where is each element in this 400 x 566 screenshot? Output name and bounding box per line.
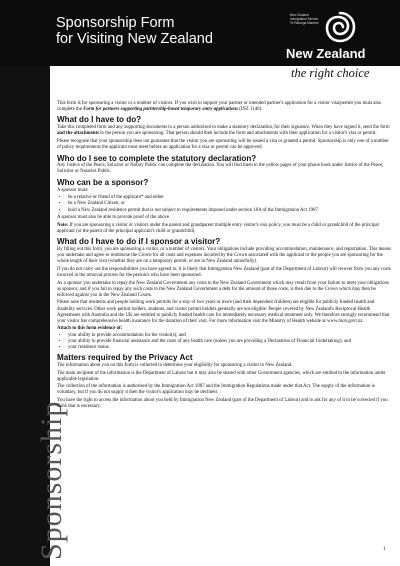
paragraph: A sponsor must:: [57, 187, 89, 193]
attach-evidence-label: Attach to this form evidence of:: [57, 326, 123, 332]
brand-name: New Zealand: [286, 46, 366, 61]
sidebar-vertical-title: Sponsorship: [35, 400, 68, 560]
list-item: • be a New Zealand Citizen; or: [68, 201, 391, 207]
paragraph: Any Justice of the Peace, Solicitor or Notary Public can complete the declaration. You will find them in the yellow pages of your phone book under Justice of the Peace, Solicitor or Notaries Public.: [57, 163, 384, 175]
list-item: • your ability to provide accommodation for the visitor(s); and: [68, 333, 391, 339]
dept-line: Te Ratonga Manene: [290, 20, 319, 25]
partner-form-reference: Form for partners supporting partnership-based temporary entry applications: [83, 107, 238, 113]
section-heading-who-can-sponsor: Who can be a sponsor?: [57, 177, 149, 187]
paragraph: You have the right to access the information about you held by Immigration New Zealand (part of the Department of Labour) and to ask for any of it to be corrected if you think that is necessary.: [57, 398, 388, 410]
dept-line: Immigration Service: [290, 16, 319, 21]
section-heading-privacy-act: Matters required by the Privacy Act: [57, 353, 193, 363]
page-number: 1: [383, 547, 386, 552]
list-item: • your ability to provide financial assistance and the costs of any health care (unless you are providing a Declaration of Financial Undertaking); and: [68, 339, 391, 345]
paragraph: Please note that residents and people holding work permits for a stay of two years or more (and their dependent children) are eligible for publicly funded health and disability services. Other work permit holders, students, and visitor permit holders generally are not eligible. People covered by New Zealand's Reciprocal Health Agreements with Australia and the UK are entitled to publicly funded health care for immediately necessary medical treatment only. We therefore strongly recommend that your visitor has comprehensive health insurance for the duration of their visit. For more information visit the Ministry of Health website at www.moh.govt.nz.: [57, 300, 390, 324]
intro-paragraph: [57, 101, 391, 113]
paragraph: The information about you on this form is collected to determine your eligibility for sponsoring a visitor to New Zealand.: [57, 362, 293, 368]
paragraph: If you do not carry out the responsibilities you have agreed to, it is likely that Immigration New Zealand (part of the Department of Labour) will recover from you any costs incurred in the removal process for the person/s who have been sponsored.: [57, 266, 391, 278]
emphasis: and the attachments: [57, 131, 99, 137]
list-item: • be a relative or friend of the applicant* and either: [68, 195, 391, 201]
intro-text: This form is for sponsoring a visitor or a number of visitors. If you wish to support your partner or intended partner's application for a visitor visa/permit you must also complete the: [57, 101, 382, 113]
paragraph: By filling out this form, you are sponsoring a visitor, or a number of visitors. Your obligations include providing accommodation, maintenance, and repatriation. This means you undertake and agree to reimburse the Crown for all costs and expenses incurred by the Crown associated with the applicant or the people you are sponsoring for the whole length of their visit (whether they are on a temporary permit, or are in New Zealand unlawfully).: [57, 246, 392, 265]
paragraph: As a sponsor you undertake to repay the New Zealand Government any costs to the New Zealand Government which may result from your failure to meet your obligations as sponsor, and if you fail to repay any such costs to the New Zealand Government a debt for the amount of those costs, is then due to the Crown which may then be enforced against you in the New Zealand Courts.: [57, 280, 389, 298]
paragraph: [57, 125, 391, 137]
department-name: [290, 14, 324, 25]
sponsor-requirements-list: [57, 195, 391, 213]
note-text: If you are sponsoring a visitor or visitors under the parent and grandparent multiple entry visitor's visa policy, you must be a child or grandchild of the principal applicant (or the parent of the principal applicant's child or grandchild).: [57, 222, 379, 234]
form-title-line1: Sponsorship Form: [56, 15, 175, 31]
note-paragraph: [57, 223, 391, 235]
section-heading-statutory-declaration: Who do I see to complete the statutory declaration?: [57, 153, 257, 163]
list-item: • your residence status.: [68, 345, 391, 351]
dept-line: New Zealand: [290, 13, 309, 17]
paragraph: The collection of the information is authorised by the Immigration Act 1987 and the Immigration Regulations made under that Act. The supply of the information is voluntary, but if you do not supply it then the visitor's application may be declined.: [57, 384, 375, 396]
koru-logo-icon: [323, 10, 357, 44]
paragraph: Please recognise that your sponsorship does not guarantee that the visitor you are sponsoring will be issued a visa or granted a permit. Sponsorship is only one of a number of policy requirements the applicant must meet before an application for a visa or permit can be approved.: [57, 139, 389, 151]
intro-suffix: (INZ 1146).: [237, 107, 263, 113]
brand-tagline: the right choice: [291, 66, 370, 80]
paragraph: A sponsor must also be able to provide proof of the above.: [57, 214, 171, 220]
form-content: [57, 101, 391, 412]
text: to the person you are sponsoring. That person should then include the form and attachments with their application for a visitor's visa or permit.: [98, 131, 377, 137]
section-heading-what-to-do: What do I have to do?: [57, 115, 142, 125]
note-label: Note:: [57, 222, 69, 228]
text: Take this completed form and any supporting documents to a person authorised to make a statutory declaration, for their signature. When they have signed it, send the form: [57, 125, 390, 131]
attach-evidence-list: [57, 333, 391, 351]
header-banner: [0, 0, 400, 66]
list-item: • hold a New Zealand residence permit that is not subject to requirements imposed under section 18A of the Immigration Act 1987.: [68, 208, 391, 214]
form-title-line2: for Visiting New Zealand: [56, 31, 213, 47]
paragraph: The main recipient of the information is the Department of Labour but it may also be shared with other Government agencies, which are entitled to the information under applicable legislation.: [57, 370, 386, 382]
section-heading-sponsor-obligations: What do I have to do if I sponsor a visitor?: [57, 237, 221, 247]
form-title: [56, 15, 246, 47]
